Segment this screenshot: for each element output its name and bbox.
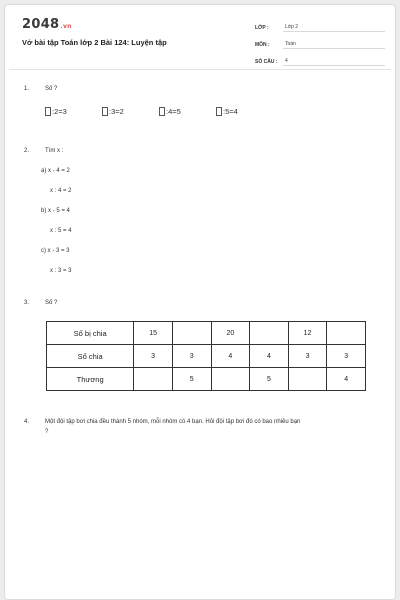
table-row-divisor — [47, 345, 366, 368]
table-cell: 5 — [250, 368, 289, 391]
answer-box[interactable] — [159, 107, 165, 116]
site-logo[interactable] — [22, 17, 72, 32]
table-cell: 15 — [134, 322, 173, 345]
worksheet-meta — [255, 21, 385, 72]
table-cell: 20 — [211, 322, 250, 345]
logo-text: 2048 — [22, 17, 60, 32]
equation — [102, 107, 159, 116]
equation-text: :2=3 — [52, 107, 67, 116]
equation — [45, 107, 102, 116]
meta-value: 4 — [283, 58, 385, 66]
table-cell: 3 — [172, 345, 211, 368]
table-cell-blank[interactable] — [172, 322, 211, 345]
equation — [216, 107, 273, 116]
worksheet-page — [4, 4, 396, 600]
equation-text: :3=2 — [109, 107, 124, 116]
table-cell-blank[interactable] — [211, 368, 250, 391]
table-cell-blank[interactable] — [134, 368, 173, 391]
table-cell-blank[interactable] — [288, 368, 327, 391]
question-number: 4. — [24, 419, 30, 425]
equation-text: :4=5 — [166, 107, 181, 116]
question-number: 3. — [24, 300, 30, 306]
equation-text: :5=4 — [223, 107, 238, 116]
table-cell: 4 — [327, 368, 366, 391]
question-text-line-2: ? — [45, 429, 49, 435]
table-row-quotient — [47, 368, 366, 391]
meta-key: SỐ CÂU : — [255, 59, 278, 65]
row-header: Thương — [47, 368, 134, 391]
meta-row-class — [255, 21, 385, 32]
answer-box[interactable] — [45, 107, 51, 116]
part-c-answer: x : 3 = 3 — [50, 268, 72, 274]
table-cell: 4 — [250, 345, 289, 368]
part-c-problem: c) x - 3 = 3 — [41, 248, 70, 254]
part-b-problem: b) x - 5 = 4 — [41, 208, 70, 214]
question-1-equations — [45, 107, 273, 116]
part-a-answer: x : 4 = 2 — [50, 188, 72, 194]
question-prompt: Số ? — [45, 86, 58, 92]
division-table — [46, 321, 366, 391]
row-header: Số bị chia — [47, 322, 134, 345]
meta-row-question-count — [255, 55, 385, 66]
table-cell-blank[interactable] — [250, 322, 289, 345]
meta-key: MÔN : — [255, 42, 270, 48]
part-b-answer: x : 5 = 4 — [50, 228, 72, 234]
logo-suffix: .vn — [60, 23, 72, 30]
question-number: 1. — [24, 86, 30, 92]
meta-key: LỚP : — [255, 25, 269, 31]
question-text-line-1: Một đội tập bơi chia đều thành 5 nhóm, mỗi nhóm có 4 bạn. Hỏi đội tập bơi đó có bao nhiêu bạn — [45, 419, 301, 425]
equation — [159, 107, 216, 116]
table-row-dividend — [47, 322, 366, 345]
row-header: Số chia — [47, 345, 134, 368]
table-cell: 3 — [327, 345, 366, 368]
table-cell-blank[interactable] — [327, 322, 366, 345]
table-cell: 3 — [288, 345, 327, 368]
question-prompt: Số ? — [45, 300, 58, 306]
part-a-problem: a) x - 4 = 2 — [41, 168, 70, 174]
question-number: 2. — [24, 148, 30, 154]
page-title: Vở bài tập Toán lớp 2 Bài 124: Luyện tập — [22, 38, 167, 47]
meta-value: Lớp 2 — [283, 24, 385, 32]
answer-box[interactable] — [216, 107, 222, 116]
header-divider — [9, 69, 391, 70]
answer-box[interactable] — [102, 107, 108, 116]
table-cell: 12 — [288, 322, 327, 345]
question-prompt: Tìm x : — [45, 148, 64, 154]
table-cell: 3 — [134, 345, 173, 368]
meta-row-subject — [255, 38, 385, 49]
table-cell: 5 — [172, 368, 211, 391]
table-cell: 4 — [211, 345, 250, 368]
meta-value: Toán — [283, 41, 385, 49]
